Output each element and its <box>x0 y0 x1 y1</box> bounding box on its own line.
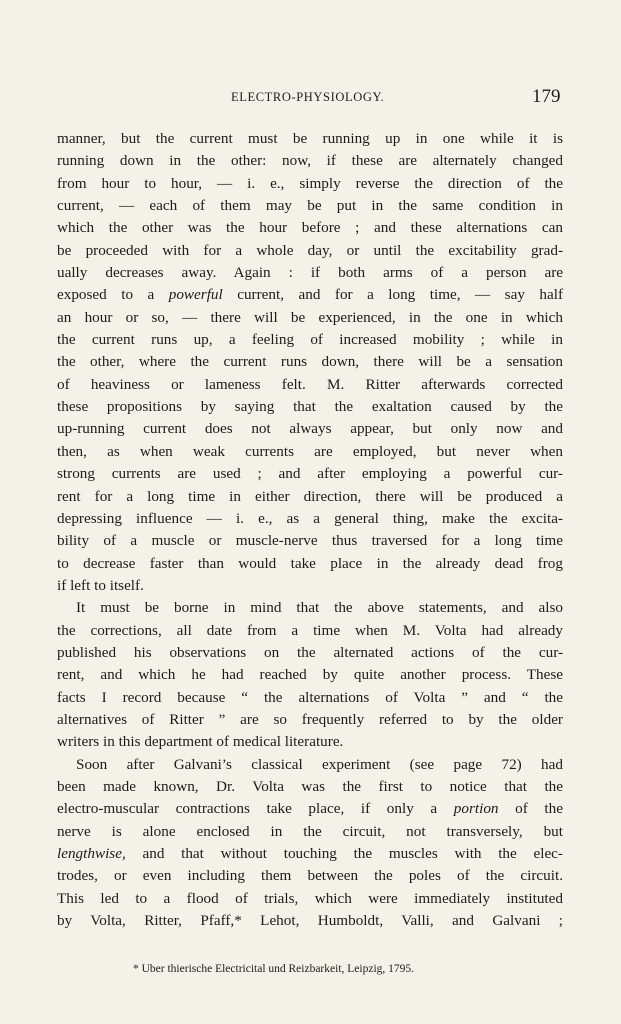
text-line: alternatives of Ritter ” are so frequently referred to by the older <box>57 710 563 728</box>
text-line <box>57 284 563 306</box>
text-line: which the other was the hour before ; and these alternations can <box>57 219 563 237</box>
text-line: of heaviness or lameness felt. M. Ritter afterwards corrected <box>57 375 563 393</box>
text-line: running down in the other: now, if these are alternately changed <box>57 152 563 170</box>
text-segment: , and that without touching the muscles with the elec- <box>121 845 563 862</box>
text-line: current, — each of them may be put in the same condition in <box>57 197 563 215</box>
text-line: writers in this department of medical literature. <box>57 733 344 751</box>
text-line: up-running current does not always appear, but only now and <box>57 420 563 438</box>
text-line: manner, but the current must be running up in one while it is <box>57 130 563 147</box>
text-line: if left to itself. <box>57 576 144 594</box>
text-line: to decrease faster than would take place in the already dead frog <box>57 554 563 572</box>
text-line: Soon after Galvani’s classical experiment (see page 72) had <box>76 755 563 773</box>
text-line: by Volta, Ritter, Pfaff,* Lehot, Humboldt, Valli, and Galvani ; <box>57 912 563 930</box>
emphasis: lengthwise <box>57 845 122 862</box>
text-line: facts I record because “ the alternations of Volta ” and “ the <box>57 688 563 706</box>
text-line: published his observations on the alternated actions of the cur- <box>57 643 563 661</box>
text-line: trodes, or even including them between the poles of the circuit. <box>57 867 563 885</box>
emphasis: powerful <box>168 286 223 304</box>
footnote: * Uber thierische Electricital und Reizbarkeit, Leipzig, 1795. <box>133 963 415 975</box>
text-line: then, as when weak currents are employed, but never when <box>57 442 563 460</box>
text-line: from hour to hour, — i. e., simply reverse the direction of the <box>57 174 563 192</box>
text-line: the corrections, all date from a time when M. Volta had already <box>57 621 563 639</box>
text-line: bility of a muscle or muscle-nerve thus traversed for a long time <box>57 532 563 550</box>
text-line: nerve is alone enclosed in the circuit, not transversely, but <box>57 822 563 840</box>
text-segment: of the <box>498 800 563 818</box>
running-head <box>0 86 621 108</box>
text-line: be proceeded with for a whole day, or until the excitability grad- <box>57 241 563 259</box>
text-line: strong currents are used ; and after employing a powerful cur- <box>57 465 563 483</box>
text-line: these propositions by saying that the exaltation caused by the <box>57 398 563 416</box>
text-line: rent for a long time in either direction, there will be produced a <box>57 487 563 505</box>
text-line: the other, where the current runs down, there will be a sensation <box>57 353 563 371</box>
page-number: 179 <box>532 86 561 107</box>
running-title: ELECTRO-PHYSIOLOGY. <box>231 90 385 104</box>
text-line: an hour or so, — there will be experienced, in the one in which <box>57 308 563 326</box>
text-line <box>57 798 563 820</box>
text-line: been made known, Dr. Volta was the first to notice that the <box>57 777 563 795</box>
emphasis: portion <box>453 800 499 818</box>
text-line: the current runs up, a feeling of increased mobility ; while in <box>57 331 563 349</box>
text-segment: current, and for a long time, — say half <box>222 286 563 304</box>
text-line: ually decreases away. Again : if both arms of a person are <box>57 264 563 282</box>
body-text <box>57 128 563 932</box>
text-line: depressing influence — i. e., as a general thing, make the excita- <box>57 509 563 527</box>
text-line: This led to a flood of trials, which were immediately instituted <box>57 889 563 907</box>
text-segment: exposed to a <box>57 286 169 304</box>
text-line: It must be borne in mind that the above statements, and also <box>76 599 563 617</box>
text-segment: electro-muscular contractions take place, if only a <box>57 800 454 818</box>
text-line: rent, and which he had reached by quite another process. These <box>57 666 563 684</box>
text-line <box>57 843 563 865</box>
